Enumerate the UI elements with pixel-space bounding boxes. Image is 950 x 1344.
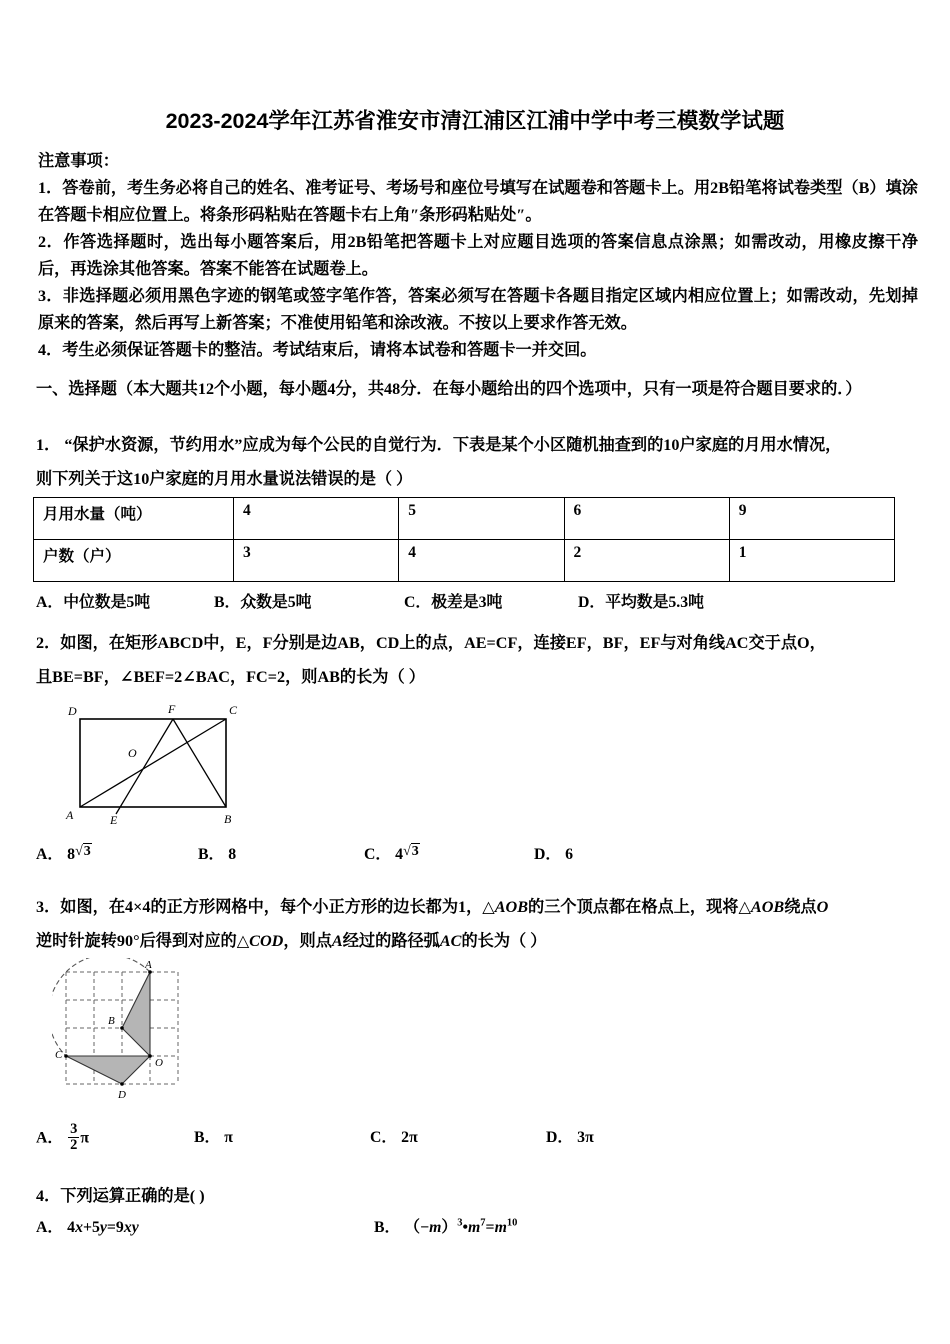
question-1-stem xyxy=(36,428,924,496)
question-4-option-a-letter: A． xyxy=(36,1219,64,1236)
figure-grid-rotation xyxy=(52,958,212,1113)
question-3-option-c-letter: C． xyxy=(370,1129,398,1147)
segment-ef xyxy=(116,719,173,814)
page-title: 2023-2024学年江苏省淮安市清江浦区江浦中学中考三模数学试题 xyxy=(165,109,785,133)
water-usage-table xyxy=(33,497,895,582)
question-1-option-c: C．极差是3吨 xyxy=(404,594,503,611)
question-4-option-a-var3: xy xyxy=(123,1219,139,1236)
label-b: B xyxy=(224,812,232,826)
table-cell-usage-0: 4 xyxy=(234,498,399,540)
question-3-stem-line2a: 逆时针旋转90°后得到对应的△ xyxy=(36,932,250,950)
table-cell-households-1: 4 xyxy=(399,540,564,582)
question-2-option-c-radicand: 3 xyxy=(411,844,419,859)
table-cell-usage-3: 9 xyxy=(729,498,894,540)
question-4-option-b xyxy=(374,1219,517,1236)
label-a: A xyxy=(66,808,74,822)
question-2-option-b xyxy=(198,841,364,864)
table-cell-usage-2: 6 xyxy=(564,498,729,540)
question-2-option-c xyxy=(364,841,534,864)
question-2-option-b-letter: B． xyxy=(198,846,225,863)
point-c xyxy=(64,1054,68,1058)
question-4-option-b-dot: • xyxy=(462,1219,468,1236)
question-4-option-b-exp2: 7 xyxy=(480,1217,486,1229)
figure-rectangle-abcd-svg xyxy=(58,697,258,827)
table-row-label-usage: 月用水量（吨） xyxy=(34,498,234,540)
question-2-stem xyxy=(36,626,920,694)
fraction-denominator: 2 xyxy=(70,1137,78,1154)
notice-block xyxy=(38,148,918,364)
question-3-option-b xyxy=(194,1124,370,1147)
triangle-cod xyxy=(66,1056,150,1084)
question-2-option-d xyxy=(534,841,573,864)
fraction-numerator: 3 xyxy=(70,1121,78,1137)
question-2-option-c-letter: C． xyxy=(364,846,392,863)
label-a: A xyxy=(145,959,152,971)
question-3-option-a-letter: A． xyxy=(36,1129,64,1147)
question-3-option-c-symbol: 2π xyxy=(401,1129,418,1147)
question-2-stem-line1: 2．如图，在矩形ABCD中，E，F分别是边AB，CD上的点，AE=CF，连接EF，BF，EF与对角线AC交于点O， xyxy=(36,634,826,652)
table-row-label-households: 户数（户） xyxy=(34,540,234,582)
label-f: F xyxy=(168,702,176,716)
notice-item-3: 3．非选择题必须用黑色字迹的钢笔或签字笔作答，答案必须写在答题卡各题目指定区域内相应位置上；如需改动，先划掉原来的答案，然后再写上新答案；不准使用铅笔和涂改液。不按以上要求作答无效。 xyxy=(38,287,918,332)
question-4-option-b-eq: = xyxy=(485,1219,495,1236)
question-4-option-b-m3: m xyxy=(494,1219,507,1236)
question-3-option-d-symbol: 3π xyxy=(577,1129,594,1147)
question-3-stem-line1b: AOB xyxy=(494,898,529,916)
question-4-option-b-exp1: 3 xyxy=(457,1217,463,1229)
question-2-option-a xyxy=(36,841,198,864)
diagonal-ac xyxy=(80,719,226,807)
question-4-option-a-mid: +5 xyxy=(82,1219,100,1236)
question-3-stem-line1d: AOB xyxy=(750,898,785,916)
question-3-option-c xyxy=(370,1124,546,1147)
label-o: O xyxy=(155,1057,163,1069)
point-o xyxy=(148,1054,152,1058)
table-cell-households-3: 1 xyxy=(729,540,894,582)
question-4-option-b-close: ） xyxy=(441,1219,458,1236)
question-2-option-c-coef: 4 xyxy=(395,846,404,863)
label-c: C xyxy=(55,1049,63,1061)
question-4-option-b-open: （− xyxy=(404,1219,430,1236)
question-3-stem-line2e: 经过的路径弧 xyxy=(342,932,440,950)
point-b xyxy=(120,1026,124,1030)
segment-fb xyxy=(173,719,226,807)
question-1-option-b: B．众数是5吨 xyxy=(214,594,312,611)
question-4-option-b-exp3: 10 xyxy=(506,1217,518,1229)
question-3-stem-line1a: 3．如图，在4×4的正方形网格中，每个小正方形的边长都为1，△ xyxy=(36,898,495,916)
question-3-stem-line2g: 的长为（ ） xyxy=(461,932,547,950)
table-cell-usage-1: 5 xyxy=(399,498,564,540)
question-3-stem-line2 xyxy=(36,924,922,958)
question-4-option-a-var1: x xyxy=(75,1219,83,1236)
triangle-aob xyxy=(122,972,150,1056)
question-3-option-d xyxy=(546,1124,594,1147)
label-c: C xyxy=(229,703,238,717)
label-d: D xyxy=(68,704,77,718)
question-4-stem: 4．下列运算正确的是( ) xyxy=(36,1187,205,1205)
question-3-stem-line2c: ，则点 xyxy=(283,932,332,950)
notice-item-2: 2．作答选择题时，选出每小题答案后，用2B铅笔把答题卡上对应题目选项的答案信息点涂黑；如需改动，用橡皮擦干净后，再选涂其他答案。答案不能答在试题卷上。 xyxy=(38,233,918,278)
question-3-stem-line1e: 绕点 xyxy=(784,898,817,916)
table-row-usage xyxy=(34,498,895,540)
question-3-stem-line2b: COD xyxy=(249,932,284,950)
question-1-option-d: D．平均数是5.3吨 xyxy=(578,594,704,611)
table-row-households xyxy=(34,540,895,582)
question-2-stem-line2: 且BE=BF，∠BEF=2∠BAC，FC=2，则AB的长为（ ） xyxy=(36,668,425,686)
question-1-stem-line1: 1． “保护水资源，节约用水”应成为每个公民的自觉行为．下表是某个小区随机抽查到的10户家庭的月用水情况， xyxy=(36,436,842,454)
question-2-option-b-coef: 8 xyxy=(228,846,237,863)
question-2-option-d-letter: D． xyxy=(534,846,562,863)
question-4-option-a-var2: y xyxy=(99,1219,107,1236)
question-4-options xyxy=(36,1214,920,1237)
table-cell-households-2: 2 xyxy=(564,540,729,582)
question-3-stem-line2f: AC xyxy=(439,932,462,950)
question-1-options xyxy=(36,589,704,612)
question-3-option-d-letter: D． xyxy=(546,1129,574,1147)
question-1-stem-line2: 则下列关于这10户家庭的月用水量说法错误的是（ ） xyxy=(36,470,413,488)
figure-grid-rotation-svg xyxy=(52,958,212,1108)
table-cell-households-0: 3 xyxy=(234,540,399,582)
question-2-option-a-coef: 8 xyxy=(67,846,76,863)
section-heading-choice: 一、选择题（本大题共12个小题，每小题4分，共48分．在每小题给出的四个选项中，只有一项是符合题目要求的．） xyxy=(36,380,862,398)
label-d: D xyxy=(118,1089,126,1101)
question-3-stem xyxy=(36,890,922,958)
radical-icon: √3 xyxy=(403,844,419,859)
question-2-options xyxy=(36,841,573,864)
notice-item-4: 4．考生必须保证答题卡的整洁。考试结束后，请将本试卷和答题卡一并交回。 xyxy=(38,341,597,359)
radical-icon: √3 xyxy=(75,844,91,859)
question-3-stem-line1f: O xyxy=(816,898,829,916)
question-3-option-b-letter: B． xyxy=(194,1129,221,1147)
label-o: O xyxy=(128,746,137,760)
question-3-option-a xyxy=(36,1122,194,1154)
question-3-option-a-symbol: π xyxy=(80,1129,90,1147)
question-4-option-a xyxy=(36,1214,374,1237)
question-4-option-a-eq: =9 xyxy=(106,1219,124,1236)
question-2-option-d-coef: 6 xyxy=(565,846,574,863)
question-2-option-a-radicand: 3 xyxy=(83,844,91,859)
question-4-option-b-letter: B． xyxy=(374,1219,401,1236)
question-4-option-a-coef1: 4 xyxy=(67,1219,76,1236)
question-2-option-a-letter: A． xyxy=(36,846,64,863)
question-3-stem-line2d: A xyxy=(331,932,343,950)
question-1-option-a: A．中位数是5吨 xyxy=(36,594,151,611)
notice-item-1: 1．答卷前，考生务必将自己的姓名、准考证号、考场号和座位号填写在试题卷和答题卡上。用2B铅笔将试卷类型（B）填涂在答题卡相应位置上。将条形码粘贴在答题卡右上角″条形码粘贴处″。 xyxy=(38,179,918,224)
label-b: B xyxy=(108,1015,115,1027)
question-3-option-b-symbol: π xyxy=(224,1129,233,1147)
question-3-options xyxy=(36,1122,594,1154)
figure-rectangle-abcd xyxy=(58,697,258,832)
notice-heading: 注意事项： xyxy=(38,152,119,170)
point-d xyxy=(120,1082,124,1086)
question-4-option-b-m2: m xyxy=(468,1219,481,1236)
label-e: E xyxy=(110,813,118,827)
fraction-three-halves xyxy=(68,1122,79,1154)
question-3-stem-line1c: 的三个顶点都在格点上，现将△ xyxy=(528,898,751,916)
question-4-option-b-m1: m xyxy=(429,1219,442,1236)
